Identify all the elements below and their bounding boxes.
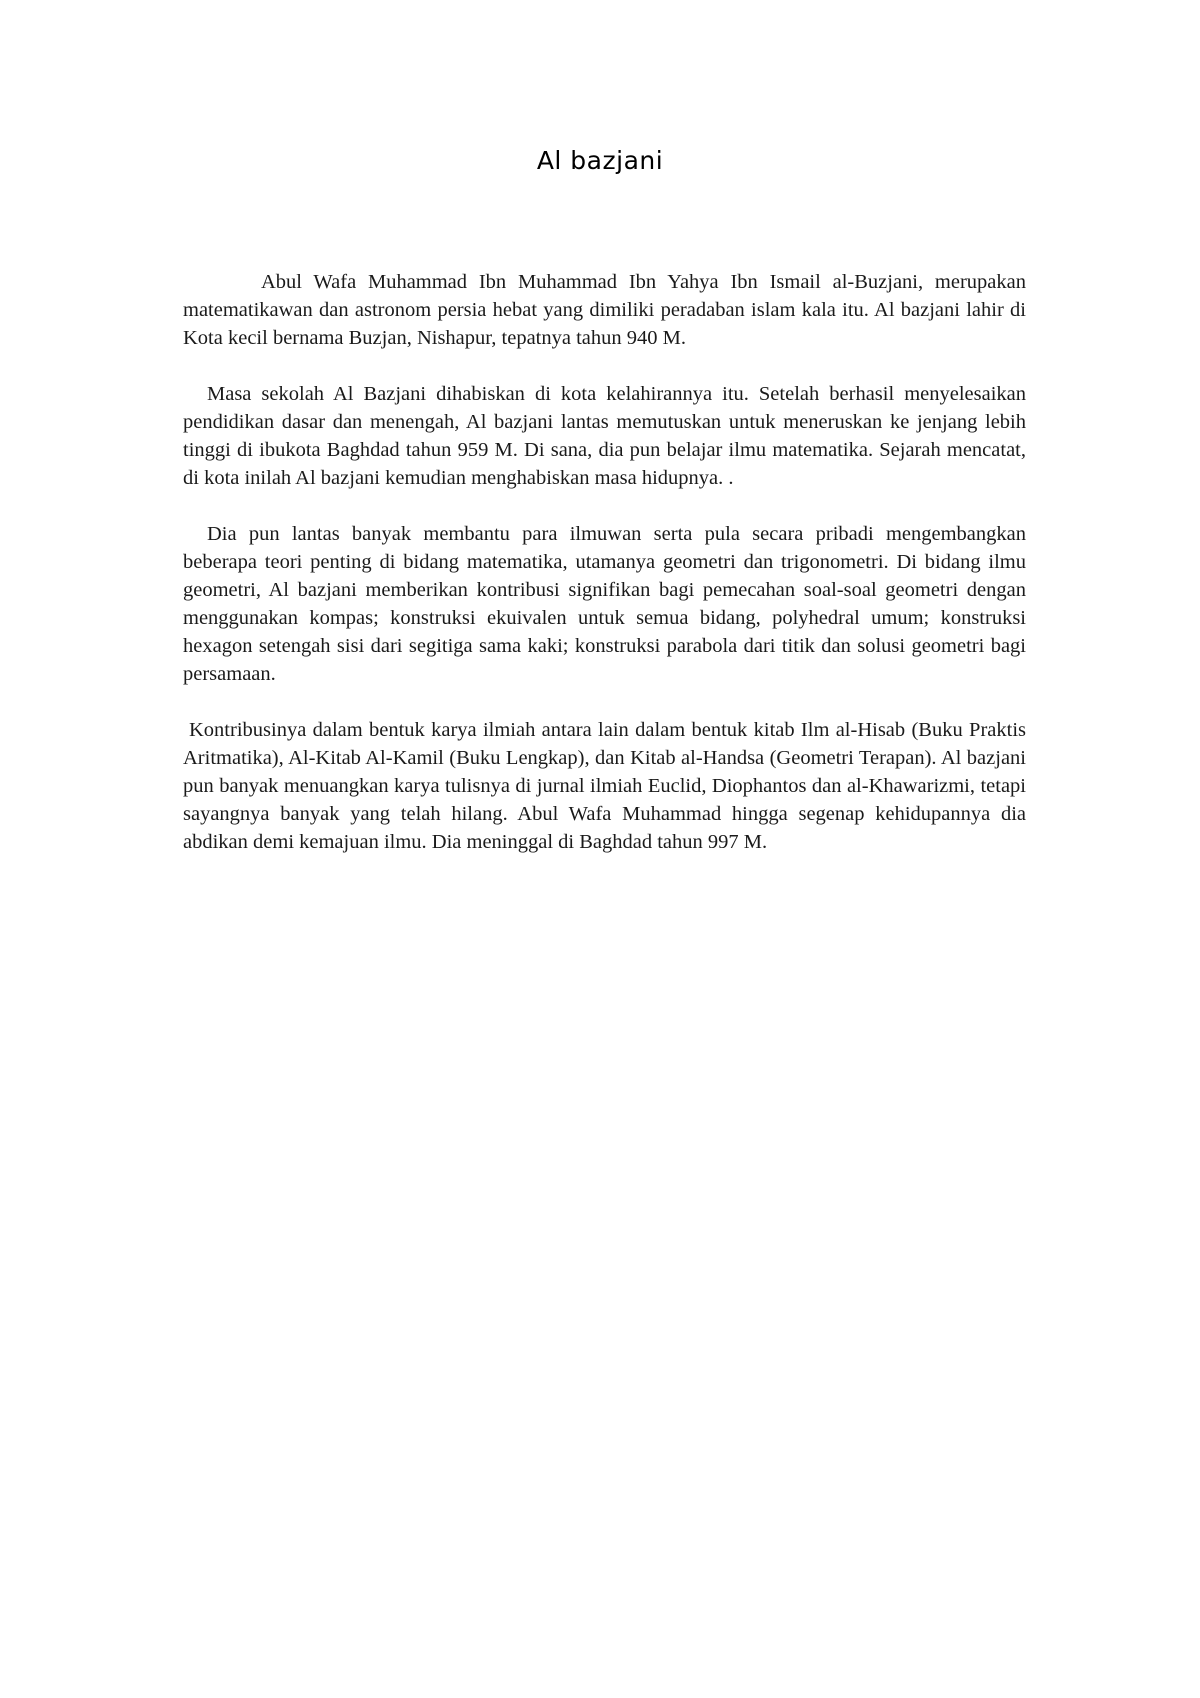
- paragraph-works: Kontribusinya dalam bentuk karya ilmiah antara lain dalam bentuk kitab Ilm al-Hisab (Buku Praktis Aritmatika), Al-Kitab Al-Kamil (Buku Lengkap), dan Kitab al-Handsa (Geometri Terapan). Al bazjani pun banyak menuangkan karya tulisnya di jurnal ilmiah Euclid, Diophantos dan al-Khawarizmi, tetapi sayangnya banyak yang telah hilang. Abul Wafa Muhammad hingga segenap kehidupannya dia abdikan demi kemajuan ilmu. Dia meninggal di Baghdad tahun 997 M.: [183, 719, 1026, 853]
- paragraph-geometry-contributions: Dia pun lantas banyak membantu para ilmuwan serta pula secara pribadi mengembangkan beberapa teori penting di bidang matematika, utamanya geometri dan trigonometri. Di bidang ilmu geometri, Al bazjani memberikan kontribusi signifikan bagi pemecahan soal-soal geometri dengan menggunakan kompas; konstruksi ekuivalen untuk semua bidang, polyhedral umum; konstruksi hexagon setengah sisi dari segitiga sama kaki; konstruksi parabola dari titik dan solusi geometri bagi persamaan.: [183, 523, 1026, 685]
- document-body: [183, 268, 1026, 884]
- paragraph-intro: Abul Wafa Muhammad Ibn Muhammad Ibn Yahya Ibn Ismail al-Buzjani, merupakan matematikawan dan astronom persia hebat yang dimiliki peradaban islam kala itu. Al bazjani lahir di Kota kecil bernama Buzjan, Nishapur, tepatnya tahun 940 M.: [183, 271, 1026, 349]
- paragraph-education: Masa sekolah Al Bazjani dihabiskan di kota kelahirannya itu. Setelah berhasil menyelesaikan pendidikan dasar dan menengah, Al bazjani lantas memutuskan untuk meneruskan ke jenjang lebih tinggi di ibukota Baghdad tahun 959 M. Di sana, dia pun belajar ilmu matematika. Sejarah mencatat, di kota inilah Al bazjani kemudian menghabiskan masa hidupnya. .: [183, 383, 1026, 489]
- document-title: Al bazjani: [536, 146, 664, 175]
